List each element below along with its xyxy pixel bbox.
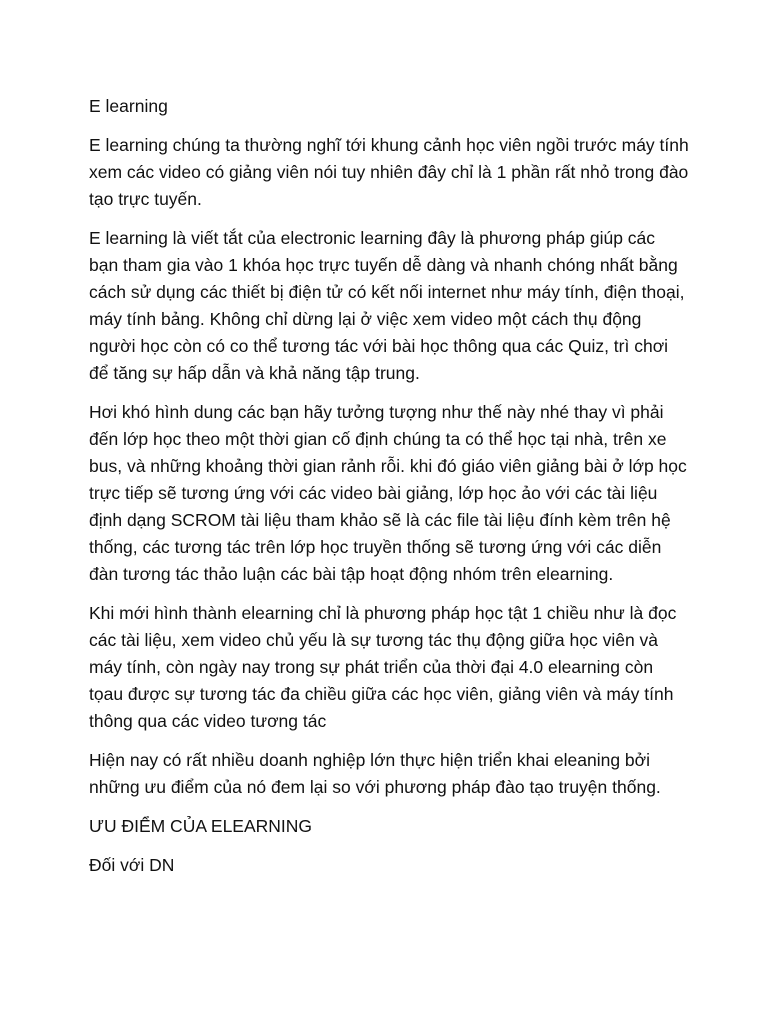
document-page — [89, 93, 689, 891]
paragraph-intro: E learning chúng ta thường nghĩ tới khung cảnh học viên ngồi trước máy tính xem các video có giảng viên nói tuy nhiên đây chỉ là 1 phần rất nhỏ trong đào tạo trực tuyến. — [89, 135, 689, 209]
section-heading: ƯU ĐIỂM CỦA ELEARNING — [89, 816, 313, 836]
paragraph-definition: E learning là viết tắt của electronic learning đây là phương pháp giúp các bạn tham gia vào 1 khóa học trực tuyến dễ dàng và nhanh chóng nhất bằng cách sử dụng các thiết bị điện tử có kết nối internet như máy tính, điện thoại, máy tính bảng. Không chỉ dừng lại ở việc xem video một cách thụ động người học còn có co thể tương tác với bài học thông qua các Quiz, trì chơi để tăng sự hấp dẫn và khả năng tập trung. — [89, 228, 685, 383]
section-subheading: Đối với DN — [89, 855, 175, 875]
paragraph-enterprises: Hiện nay có rất nhiều doanh nghiệp lớn thực hiện triển khai eleaning bởi những ưu điểm của nó đem lại so với phương pháp đào tạo truyện thống. — [89, 750, 661, 797]
document-title: E learning — [89, 96, 168, 116]
paragraph-history: Khi mới hình thành elearning chỉ là phương pháp học tật 1 chiều như là đọc các tài liệu, xem video chủ yếu là sự tương tác thụ động giữa học viên và máy tính, còn ngày nay trong sự phát triển của thời đại 4.0 elearning còn tọau được sự tương tác đa chiều giữa các học viên, giảng viên và máy tính thông qua các video tương tác — [89, 603, 677, 731]
paragraph-analogy: Hơi khó hình dung các bạn hãy tưởng tượng như thế này nhé thay vì phải đến lớp học theo một thời gian cố định chúng ta có thể học tại nhà, trên xe bus, và những khoảng thời gian rảnh rỗi. khi đó giáo viên giảng bài ở lớp học trực tiếp sẽ tương ứng với các video bài giảng, lớp học ảo với các tài liệu định dạng SCROM tài liệu tham khảo sẽ là các file tài liệu đính kèm trên hệ thống, các tương tác trên lớp học truyền thống sẽ tương ứng với các diễn đàn tương tác thảo luận các bài tập hoạt động nhóm trên elearning. — [89, 402, 687, 584]
